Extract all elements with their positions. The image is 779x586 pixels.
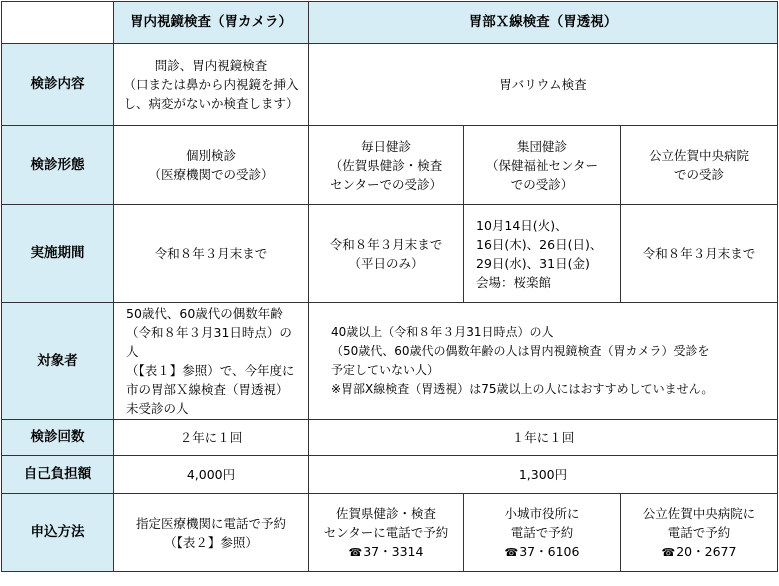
period-xray-daily — [309, 205, 464, 303]
target-camera — [114, 303, 309, 420]
target-camera-line: 50歳代、60歳代の偶数年齢 — [126, 306, 283, 321]
row-fee — [2, 456, 778, 494]
label-apply: 申込方法 — [2, 494, 114, 572]
corner-cell — [2, 2, 114, 44]
screening-table — [1, 1, 778, 572]
period-xray-hospital: 令和８年３月末まで — [621, 205, 778, 303]
apply-xray-hospital — [621, 494, 778, 572]
apply-hospital-line: 公立佐賀中央病院に — [642, 505, 756, 521]
target-xray-line: 40歳以上（令和８年３月31日時点）の人 — [331, 325, 554, 339]
content-xray: 胃バリウム検査 — [309, 44, 778, 126]
format-camera-line: （医療機関での受診） — [148, 167, 274, 182]
target-camera-line: 未受診の人 — [126, 401, 189, 416]
fee-camera: 4,000円 — [114, 456, 309, 494]
target-xray-line: （50歳代、60歳代の偶数年齢の人は胃内視鏡検査（胃カメラ）受診を — [331, 344, 710, 358]
count-xray: １年に１回 — [309, 420, 778, 456]
target-xray — [309, 303, 778, 420]
target-camera-line: （【表１】参照）で、今年度に — [126, 363, 295, 378]
count-camera: ２年に１回 — [114, 420, 309, 456]
content-camera-line: （口または鼻から内視鏡を挿入 — [123, 77, 299, 92]
row-apply — [2, 494, 778, 572]
format-xray-daily — [309, 126, 464, 205]
header-row — [2, 2, 778, 44]
target-xray-note: ※胃部X線検査（胃透視）は75歳以上の人にはおすすめしていません。 — [331, 382, 714, 396]
target-xray-line: 予定していない人） — [331, 363, 440, 377]
format-camera-line: 個別検診 — [185, 148, 236, 163]
apply-daily-phone: ☎ 37・3314 — [313, 542, 459, 562]
content-camera-line: 問診、胃内視鏡検査 — [154, 58, 268, 73]
label-content: 検診内容 — [2, 44, 114, 126]
period-group-venue: 会場：桜楽館 — [476, 274, 552, 290]
apply-camera — [114, 494, 309, 572]
apply-group-line: 電話で予約 — [510, 524, 574, 540]
format-xray-hospital — [621, 126, 778, 205]
fee-xray: 1,300円 — [309, 456, 778, 494]
apply-hospital-phone: ☎ 20・2677 — [625, 542, 773, 562]
period-group-line: 29日(水)、31日(金) — [476, 255, 590, 271]
header-stomach-xray: 胃部Ｘ線検査（胃透視） — [309, 2, 778, 44]
format-group-line: での受診） — [510, 176, 574, 192]
period-xray-group — [464, 205, 621, 303]
label-count: 検診回数 — [2, 420, 114, 456]
format-hospital-line: 公立佐賀中央病院 — [648, 148, 749, 163]
apply-xray-daily — [309, 494, 464, 572]
format-daily-line: （佐賀県健診・検査 — [329, 157, 443, 173]
row-count — [2, 420, 778, 456]
apply-group-phone: ☎ 37・6106 — [468, 542, 616, 562]
label-target: 対象者 — [2, 303, 114, 420]
content-camera-line: し、病変がないか検査します） — [123, 96, 299, 111]
apply-daily-line: センターに電話で予約 — [323, 524, 449, 540]
format-group-line: 集団健診 — [516, 138, 567, 154]
format-hospital-line: での受診 — [673, 167, 724, 182]
row-target — [2, 303, 778, 420]
label-period: 実施期間 — [2, 205, 114, 303]
apply-camera-line: （【表２】参照） — [164, 534, 258, 550]
apply-group-line: 小城市役所に — [504, 505, 580, 521]
apply-hospital-line: 電話で予約 — [667, 524, 731, 540]
header-stomach-camera: 胃内視鏡検査（胃カメラ） — [114, 2, 309, 44]
apply-daily-line: 佐賀県健診・検査 — [335, 505, 436, 521]
row-content — [2, 44, 778, 126]
period-group-line: 10月14日(火)、 — [476, 217, 568, 233]
format-daily-line: 毎日健診 — [360, 138, 411, 154]
format-xray-group — [464, 126, 621, 205]
target-camera-line: 市の胃部Ｘ線検査（胃透視） — [126, 382, 289, 397]
period-daily-line: 令和８年３月末まで — [329, 236, 443, 252]
apply-xray-group — [464, 494, 621, 572]
apply-camera-line: 指定医療機関に電話で予約 — [135, 515, 286, 531]
period-group-line: 16日(木)、26日(日)、 — [476, 236, 603, 252]
content-camera — [114, 44, 309, 126]
label-fee: 自己負担額 — [2, 456, 114, 494]
target-camera-line: （令和８年３月31日時点）の人 — [126, 325, 292, 359]
label-format: 検診形態 — [2, 126, 114, 205]
format-group-line: （保健福祉センター — [485, 157, 598, 173]
row-format — [2, 126, 778, 205]
row-period — [2, 205, 778, 303]
period-daily-line: （平日のみ） — [348, 255, 424, 271]
format-daily-line: センターでの受診） — [329, 176, 442, 192]
period-camera: 令和８年３月末まで — [114, 205, 309, 303]
format-camera — [114, 126, 309, 205]
